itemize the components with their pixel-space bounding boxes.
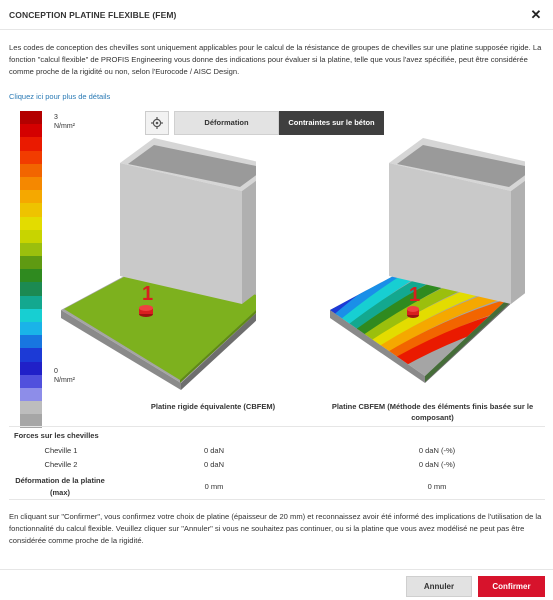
legend-swatch — [20, 243, 42, 256]
column-header-cbfem: Platine CBFEM (Méthode des éléments finis basée sur le composant) — [331, 402, 534, 422]
tab-deformation[interactable]: Déformation — [174, 111, 279, 135]
legend-swatch — [20, 322, 42, 335]
rigid-plate-view[interactable] — [56, 128, 256, 390]
footer-divider — [0, 569, 553, 570]
table-separator-bottom — [9, 499, 545, 500]
details-link[interactable]: Cliquez ici pour plus de détails — [9, 92, 111, 101]
legend-swatch — [20, 401, 42, 414]
legend-swatch — [20, 362, 42, 375]
cancel-button[interactable]: Annuler — [406, 576, 472, 597]
legend-min-value: 0 — [54, 368, 58, 375]
legend-swatch — [20, 296, 42, 309]
legend-swatch — [20, 217, 42, 230]
row-label-anchor-1: Cheville 1 — [44, 446, 78, 455]
color-legend — [20, 111, 42, 388]
anchor-1-cbfem-value: 0 daN (-%) — [418, 446, 456, 455]
deformation-cbfem-value: 0 mm — [427, 482, 447, 491]
column-header-rigid: Platine rigide équivalente (CBFEM) — [150, 402, 276, 411]
deformation-rigid-value: 0 mm — [204, 482, 224, 491]
legend-swatch — [20, 375, 42, 388]
cbfem-plate-view[interactable] — [325, 128, 525, 390]
intro-text: Les codes de conception des chevilles sont uniquement applicables pour le calcul de la résistance de groupes de chevilles sur une platine supposée rigide. La fonction "calcul flexible" de PROFIS Engineering vous donne des indications pour évaluer si la platine, telle que vous l'avez spécifiée, peut être considérée comme proche de la rigidité ou non, selon l'Eurocode / AISC Design. — [9, 43, 542, 76]
legend-unit-top: N/mm² — [54, 123, 75, 130]
legend-swatch — [20, 203, 42, 216]
legend-swatch — [20, 164, 42, 177]
anchor-1-rigid-value: 0 daN — [203, 446, 224, 455]
anchor-label-left: 1 — [142, 283, 154, 305]
legend-swatch — [20, 177, 42, 190]
legend-swatch — [20, 230, 42, 243]
legend-swatch — [20, 348, 42, 361]
legend-swatch — [20, 309, 42, 322]
legend-swatch — [20, 282, 42, 295]
forces-header: Forces sur les chevilles — [14, 431, 99, 440]
legend-swatch — [20, 137, 42, 150]
legend-swatch — [20, 151, 42, 164]
cbfem-plate-svg — [325, 128, 525, 390]
row-label-anchor-2: Cheville 2 — [44, 460, 78, 469]
anchor-label-right: 1 — [409, 284, 421, 306]
legend-max-value: 3 — [54, 114, 58, 121]
legend-swatch — [20, 190, 42, 203]
legend-swatch — [20, 335, 42, 348]
confirmation-note: En cliquant sur "Confirmer", vous confirmez votre choix de platine (épaisseur de 20 mm) et reconnaissez avoir été informé des implications de l'utilisation de la fonctionnalité du calcul flexible. Veuillez cliquer sur "Annuler" si vous ne souhaitez pas continuer, ou si la platine que vous avez modélisé ne peut pas être considérée comme proche de la rigidité. — [9, 512, 542, 545]
legend-unit-bottom: N/mm² — [54, 377, 75, 384]
legend-swatch — [20, 256, 42, 269]
anchor-2-rigid-value: 0 daN — [203, 460, 224, 469]
legend-swatch — [20, 111, 42, 124]
confirm-button[interactable]: Confirmer — [478, 576, 545, 597]
legend-swatch — [20, 124, 42, 137]
anchor-2-cbfem-value: 0 daN (-%) — [418, 460, 456, 469]
tab-concrete-stress[interactable]: Contraintes sur le béton — [279, 111, 384, 135]
dialog-header — [0, 0, 553, 30]
dialog-title: CONCEPTION PLATINE FLEXIBLE (FEM) — [9, 10, 177, 20]
legend-swatch — [20, 388, 42, 401]
table-separator — [9, 426, 545, 427]
rigid-plate-svg — [56, 128, 256, 390]
close-icon[interactable]: ✕ — [530, 7, 542, 22]
deformation-label: Déformation de la platine (max) — [15, 476, 105, 497]
legend-swatch — [20, 269, 42, 282]
